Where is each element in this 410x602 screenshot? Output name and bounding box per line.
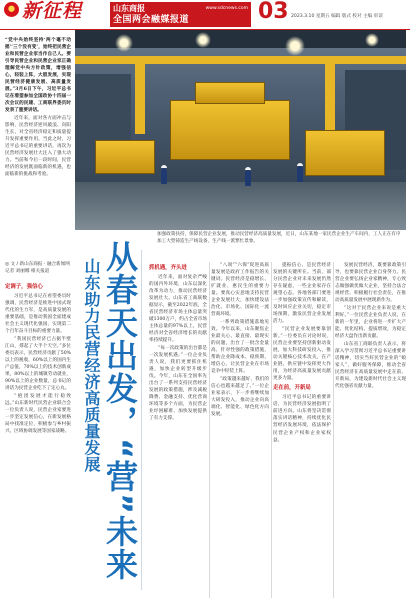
paragraph: “民营企业发展要靠创新。”一位委员在讨论时说，民营企业要坚持创新驱动发展，加大科技研发投入，推动关键核心技术攻关，在产业链、供应链中发挥更大作用，为经济高质量发展贡献更多力量。: [273, 326, 331, 382]
paragraph: “我国民营经济已占据半壁江山，撑起了大半个天空。”多位委员表示，民营经济贡献了50%以上的税收，60%以上的国内生产总值，70%以上的技术创新成果，80%以上的城镇劳动就业，90%以上的企业数量，总书记的讲话为民营企业吃下了定心丸。: [5, 336, 71, 392]
paragraph: 习近平总书记的重要讲话，为民营经济发展指明了前进方向。山东将坚决贯彻落实讲话精神，持续优化民营经济发展环境，依法保护民营企业产权和企业家权益。: [273, 395, 331, 443]
emblem-icon: [4, 2, 19, 17]
subheading: 走在前，开新局: [273, 385, 311, 392]
article-column-1: [5, 37, 71, 275]
masthead: [0, 0, 410, 30]
paragraph: “政策越来越好，我们的信心也越来越足了。”一位企业家表示，下一步将继续加大研发投入，推动企业向高端化、智能化、绿色化方向发展。: [211, 376, 269, 417]
issue-meta: 2023.3.10 星期五 编辑 版式 校对 主编 审读: [291, 14, 383, 19]
site-url[interactable]: www.sdcnews.com: [205, 6, 248, 11]
article-column-1b: [5, 281, 71, 597]
article-column-5: [335, 262, 406, 598]
factory-photo: [75, 30, 406, 230]
article-column-2: [149, 262, 207, 598]
paragraph: “抱团发展才能行稳致远。”山东新时代民营企业联合会一位负责人说，民营企业家要进一步坚定发展信心，在新发展格局中找准定位，积极参与乡村振兴、区域协调发展等国家战略。: [5, 393, 71, 434]
photo-caption: 加强政策扶持，保障民营企业发展，推动民营经济高质量发展，近日，山东某地一家民营企业生产车间内，工人正在有序加工大型铸造生产线设备，生产线一派繁忙景象。: [157, 232, 401, 244]
paragraph: 发展民营经济，既要靠政策引导，也要靠民营企业自身努力。民营企业要弘扬企业家精神，专心致志做强做优做大企业，坚持合法合规经营，积极履行社会责任，在推动高质量发展中展现新作为。: [335, 263, 406, 304]
paragraph: “党中央始终坚持‘两个毫不动摇’‘三个没有变’，始终把民营企业和民营企业家当作自己人。要引导民营企业和民营企业家正确理解党中央方针政策，增强信心，轻装上阵，大胆发展，实现民营经济健康发展、高质量发展。”3月6日下午，习近平总书记在看望参加全国政协十四届一次会议的民建、工商联界委员时发表了重要讲话。: [5, 38, 71, 114]
paragraph: 提振信心，是民营经济发展的关键所在。当前，部分民营企业对未来发展仍然存在疑虑，一些企业家存在观望心态。各地各部门要进一步加强政策宣传和解读，及时回应企业关切，稳定市场预期，激发民营企业发展活力。: [273, 263, 331, 325]
column-divider: [209, 262, 210, 598]
headline-main: 从春天出发，“营”未来: [101, 240, 139, 582]
paragraph: 一系列政策措施落地见效。今年以来，山东聚焦企业最关心、最直接、最现实的问题，出台了一批含金量高、针对性强的政策措施，帮助企业降成本、稳预期、增信心，让民营企业在市场竞争中轻装上阵。: [211, 319, 269, 375]
column-divider: [271, 262, 272, 598]
newspaper-brand: 新征程: [22, 0, 83, 22]
page-number: 03: [258, 0, 289, 24]
banner-title: 全国两会融媒报道: [113, 15, 190, 25]
section-banner: [110, 2, 251, 27]
paragraph: 山东省工商联负责人表示，将深入学习贯彻习近平总书记重要讲话精神，切实当好民营企业的“娘家人”，做好服务保障，推动全省民营经济在高质量发展中走在前、开新局，为建设新时代社会主义现代化强省贡献力量。: [335, 341, 406, 389]
paragraph: 近年来，面对各方面冲击与影响，民营经济逆风破浪、向阳生长，对全省经济稳定和质量提升发挥重要作用。当此之时，习近平总书记的重要讲话，再次为民营经济发展壮大注入了强大动力。当前和今后一段时间，民营经济的发展既面临新的机遇，也面临新的挑战和考验。: [5, 116, 71, 178]
subheading: 抓机遇，齐头进: [149, 265, 187, 271]
paragraph: “每一次政策的出台都是一次发展机遇。”一位企业负责人说，我们更要抓住机遇，加快企业转型升级步伐。今年，山东在全国率先出台了一系列支持民营经济发展的政策措施，涉及减税降费、金融支持、优化营商环境等多个方面，为民营企业纾困解难、加快发展提供了有力支撑。: [149, 345, 207, 422]
paragraph: 习近平总书记在看望委员时强调，民营经济是推进中国式现代化的生力军，是高质量发展的重要基础，是推动我国全面建成社会主义现代化强国、实现第二个百年奋斗目标的重要力量。: [5, 294, 71, 335]
paragraph: “八项”“六保”促进高质量发展是政府工作报告的关键词。民营经济是稳增长、扩就业、惠民生的重要力量。要真心实意地支持民营企业发展壮大，加快建设法治化、市场化、国际化一流营商环境。: [211, 263, 269, 318]
section-name: 山东商报: [113, 4, 145, 13]
headline-sub: 山东助力民营经济高质量发展: [82, 258, 101, 473]
paragraph: 近年来，面对复杂严峻的国内外环境，山东以深化改革为动力，推动民营经济发展壮大。山东省工商联数据显示，截至2022年底，全省民营经济市场主体总量突破1300万户，约占全省市场主体总量的97%以上，民营经济对全省经济增长的贡献率持续提升。: [149, 275, 207, 344]
article-column-3: [211, 262, 269, 598]
column-divider: [333, 262, 334, 598]
paragraph: “这对于民营企业来说是重大利好。”一位民营企业负责人说，在新的一年里，企业将进一步扩大产能、优化结构、提质增效，为稳定经济大盘作出新贡献。: [335, 305, 406, 339]
byline: ◎ 文 / 新山东商报 · 融合新闻网记者 刘丽娜 相关报道: [5, 262, 70, 274]
headline-divider: [141, 250, 142, 590]
subheading: 定调子，强信心: [5, 284, 43, 290]
article-column-4: [273, 262, 331, 598]
